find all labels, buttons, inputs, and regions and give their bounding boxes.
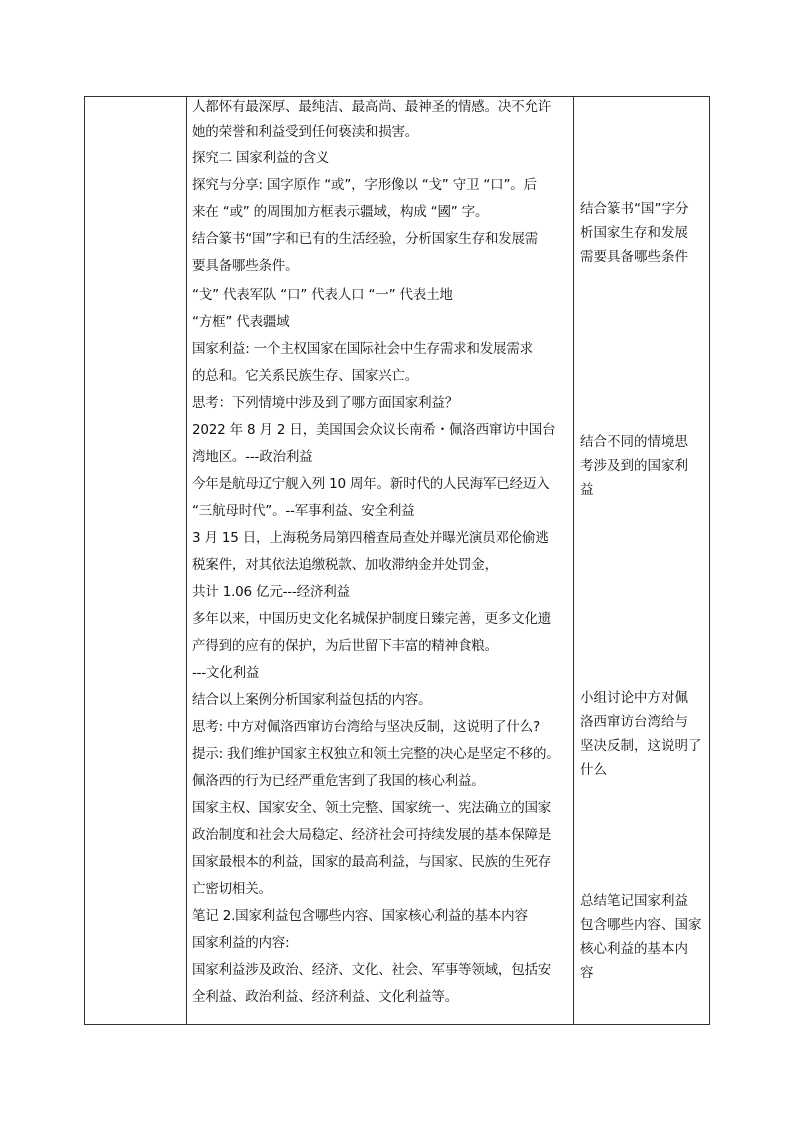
content-line: 多年以来，中国历史文化名城保护制度日臻完善，更多文化遗	[192, 611, 552, 627]
content-line: 今年是航母辽宁舰入列 10 周年。新时代的人民海军已经迈入	[192, 476, 550, 492]
content-line: 国家最根本的利益，国家的最高利益，与国家、民族的生死存	[192, 854, 552, 870]
side-note	[580, 889, 706, 985]
content-line: 亡密切相关。	[192, 881, 272, 897]
content-line: 人都怀有最深厚、最纯洁、最高尚、最神圣的情感。决不允许	[192, 99, 552, 115]
note-line: 国家利益的内容:	[192, 935, 290, 951]
content-line: 要具备哪些条件。	[192, 258, 299, 274]
side-note-line: 容	[580, 965, 594, 981]
side-note-line: 益	[580, 482, 594, 498]
content-line: 结合篆书“国”字和已有的生活经验，分析国家生存和发展需	[192, 231, 539, 247]
side-note	[580, 686, 706, 782]
side-note-line: 包含哪些内容、国家	[580, 917, 702, 933]
content-line: 2022 年 8 月 2 日，美国国会众议长南希・佩洛西窜访中国台	[192, 422, 556, 438]
content-line: ---文化利益	[192, 665, 260, 681]
definition-line: 的总和。它关系民族生存、国家兴亡。	[192, 368, 419, 384]
side-note-line: 需要具备哪些条件	[580, 249, 688, 265]
section-heading: 探究二 国家利益的含义	[192, 150, 330, 166]
content-line: 产得到的应有的保护，为后世留下丰富的精神食粮。	[192, 638, 498, 654]
side-note-line: 核心利益的基本内	[580, 941, 688, 957]
side-note-line: 结合篆书“国”字分	[580, 201, 689, 217]
content-line: 共计 1.06 亿元---经济利益	[192, 584, 350, 600]
side-note	[580, 430, 706, 502]
side-note-line: 结合不同的情境思	[580, 434, 688, 450]
side-note	[580, 197, 706, 269]
content-line: 3 月 15 日，上海税务局第四稽查局查处并曝光演员邓伦偷逃	[192, 530, 549, 546]
column-divider-right	[573, 97, 574, 1024]
side-note-line: 什么	[580, 762, 607, 778]
side-note-line: 析国家生存和发展	[580, 225, 688, 241]
column-divider-left	[186, 97, 187, 1024]
content-line: “三航母时代”。--军事利益、安全利益	[192, 503, 415, 519]
note-line: 笔记 2.国家利益包含哪些内容、国家核心利益的基本内容	[192, 908, 528, 924]
side-note-line: 总结笔记国家利益	[580, 893, 688, 909]
side-note-line: 小组讨论中方对佩	[580, 690, 688, 706]
content-line: 结合以上案例分析国家利益包括的内容。	[192, 692, 432, 708]
content-line: 来在 “或” 的周围加方框表示疆域，构成 “國” 字。	[192, 204, 489, 220]
content-line: 她的荣誉和利益受到任何亵渎和损害。	[192, 124, 419, 140]
side-note-line: 考涉及到的国家利	[580, 458, 688, 474]
question-line: 思考：下列情境中涉及到了哪方面国家利益？	[192, 395, 458, 411]
content-line: “方框” 代表疆域	[192, 314, 290, 330]
note-line: 国家利益涉及政治、经济、文化、社会、军事等领域，包括安	[192, 962, 552, 978]
content-line: 政治制度和社会大局稳定、经济社会可持续发展的基本保障是	[192, 827, 552, 843]
side-note-line: 坚决反制，这说明了	[580, 738, 702, 754]
hint-line: 提示: 我们维护国家主权独立和领土完整的决心是坚定不移的。	[192, 746, 560, 762]
question-line: 思考: 中方对佩洛西窜访台湾给与坚决反制，这说明了什么?	[192, 719, 540, 735]
content-line: 探究与分享: 国字原作 “或”，字形像以 “戈” 守卫 “口”。后	[192, 177, 537, 193]
side-note-line: 洛西窜访台湾给与	[580, 714, 688, 730]
content-line: 国家主权、国家安全、领土完整、国家统一、宪法确立的国家	[192, 800, 552, 816]
content-line: 湾地区。---政治利益	[192, 449, 313, 465]
content-line: 税案件，对其依法追缴税款、加收滞纳金并处罚金，	[192, 557, 498, 573]
content-line: 佩洛西的行为已经严重危害到了我国的核心利益。	[192, 773, 485, 789]
content-line: “戈” 代表军队 “口” 代表人口 “一” 代表土地	[192, 287, 453, 303]
note-line: 全利益、政治利益、经济利益、文化利益等。	[192, 989, 458, 1005]
definition-line: 国家利益: 一个主权国家在国际社会中生存需求和发展需求	[192, 341, 533, 357]
